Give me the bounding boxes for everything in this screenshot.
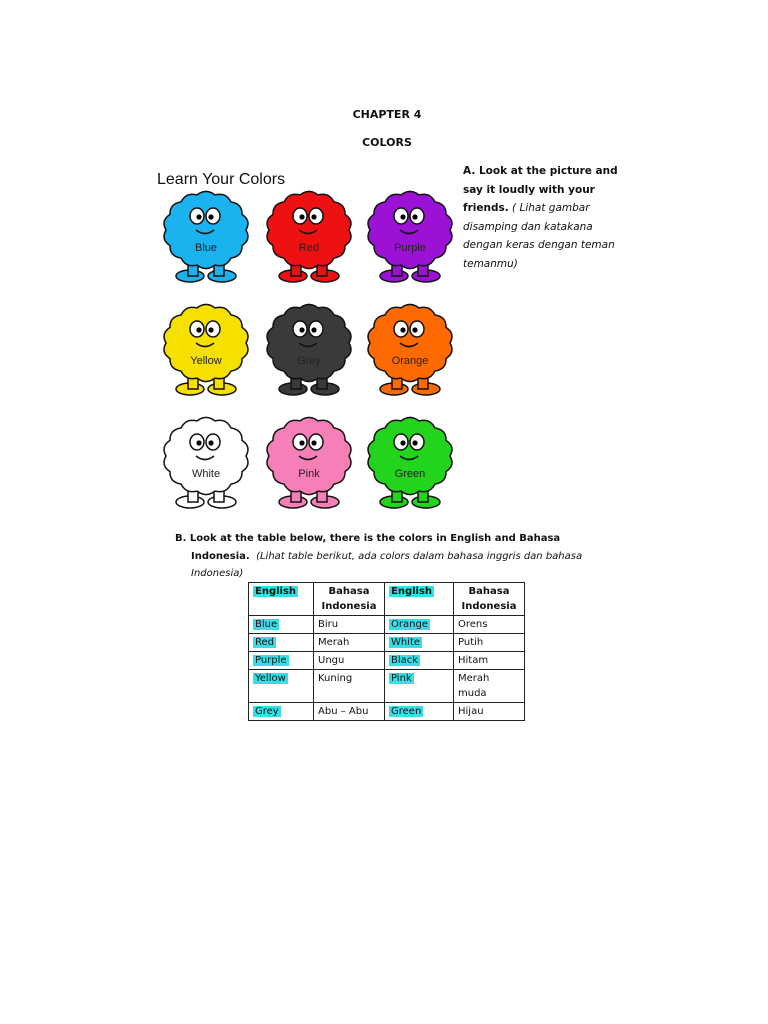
instruction-b-line2-bold: Indonesia. bbox=[191, 550, 250, 562]
monster-red-icon bbox=[261, 190, 357, 286]
cell-english: Purple bbox=[255, 655, 287, 666]
header-bahasa-1: Bahasa Indonesia bbox=[314, 583, 385, 616]
cell-english: Yellow bbox=[255, 673, 286, 684]
cell-english: Red bbox=[255, 637, 274, 648]
topic-title: COLORS bbox=[362, 136, 412, 149]
monster-red bbox=[261, 190, 357, 286]
monster-purple-icon bbox=[362, 190, 458, 286]
chapter-title: CHAPTER 4 bbox=[352, 108, 422, 121]
cell-english: Grey bbox=[255, 706, 279, 717]
cell-bahasa: Hijau bbox=[454, 703, 525, 721]
cell-english: Green bbox=[391, 706, 422, 717]
cell-bahasa: Hitam bbox=[454, 652, 525, 670]
monster-grey-icon bbox=[261, 303, 357, 399]
monster-pink bbox=[261, 416, 357, 512]
monster-label: Purple bbox=[394, 242, 426, 254]
table-row bbox=[249, 634, 525, 652]
monster-blue bbox=[158, 190, 254, 286]
monster-yellow bbox=[158, 303, 254, 399]
monster-yellow-icon bbox=[158, 303, 254, 399]
header-english-1: English bbox=[255, 586, 297, 597]
monster-orange-icon bbox=[362, 303, 458, 399]
table-row bbox=[249, 703, 525, 721]
instruction-a-text: A. Look at the picture and say it loudly with your friends. bbox=[463, 165, 618, 214]
color-monster-grid bbox=[150, 188, 460, 508]
table-row bbox=[249, 616, 525, 634]
cell-english: White bbox=[391, 637, 421, 648]
cell-english: Blue bbox=[255, 619, 278, 630]
monster-label: White bbox=[191, 468, 221, 480]
monster-white bbox=[158, 416, 254, 512]
instruction-b bbox=[175, 530, 615, 583]
monster-label: Green bbox=[394, 468, 426, 480]
monster-grey bbox=[261, 303, 357, 399]
monster-label: Grey bbox=[297, 355, 321, 367]
color-vocabulary-table bbox=[248, 582, 525, 721]
monster-green bbox=[362, 416, 458, 512]
table-row bbox=[249, 652, 525, 670]
cell-bahasa: Abu – Abu bbox=[314, 703, 385, 721]
cell-bahasa: Merah muda bbox=[454, 670, 525, 703]
table-row bbox=[249, 670, 525, 703]
cell-english: Pink bbox=[391, 673, 412, 684]
instruction-b-line2-italic: (Lihat table berikut, ada colors dalam bahasa inggris dan bahasa bbox=[256, 550, 583, 562]
instruction-a bbox=[463, 162, 623, 273]
monster-blue-icon bbox=[158, 190, 254, 286]
monster-label: Blue bbox=[194, 242, 218, 254]
monster-white-icon bbox=[158, 416, 254, 512]
cell-bahasa: Ungu bbox=[314, 652, 385, 670]
cell-bahasa: Putih bbox=[454, 634, 525, 652]
cell-bahasa: Kuning bbox=[314, 670, 385, 703]
table-header-row bbox=[249, 583, 525, 616]
monster-label: Yellow bbox=[190, 355, 222, 367]
cell-bahasa: Biru bbox=[314, 616, 385, 634]
monster-label: Pink bbox=[298, 468, 320, 480]
instruction-a-translation: ( Lihat gambar disamping dan katakana dengan keras dengan teman temanmu) bbox=[463, 202, 615, 270]
monster-pink-icon bbox=[261, 416, 357, 512]
monster-orange bbox=[362, 303, 458, 399]
monster-label: Orange bbox=[391, 355, 429, 367]
cell-bahasa: Orens bbox=[454, 616, 525, 634]
cell-english: Orange bbox=[391, 619, 428, 630]
header-bahasa-2: Bahasa Indonesia bbox=[454, 583, 525, 616]
monster-label: Red bbox=[298, 242, 320, 254]
header-english-2: English bbox=[391, 586, 433, 597]
learn-your-colors-title: Learn Your Colors bbox=[157, 171, 286, 188]
cell-english: Black bbox=[391, 655, 419, 666]
monster-green-icon bbox=[362, 416, 458, 512]
monster-purple bbox=[362, 190, 458, 286]
instruction-b-line1: B. Look at the table below, there is the colors in English and Bahasa bbox=[175, 533, 561, 544]
cell-bahasa: Merah bbox=[314, 634, 385, 652]
instruction-b-line3: Indonesia) bbox=[191, 568, 244, 579]
